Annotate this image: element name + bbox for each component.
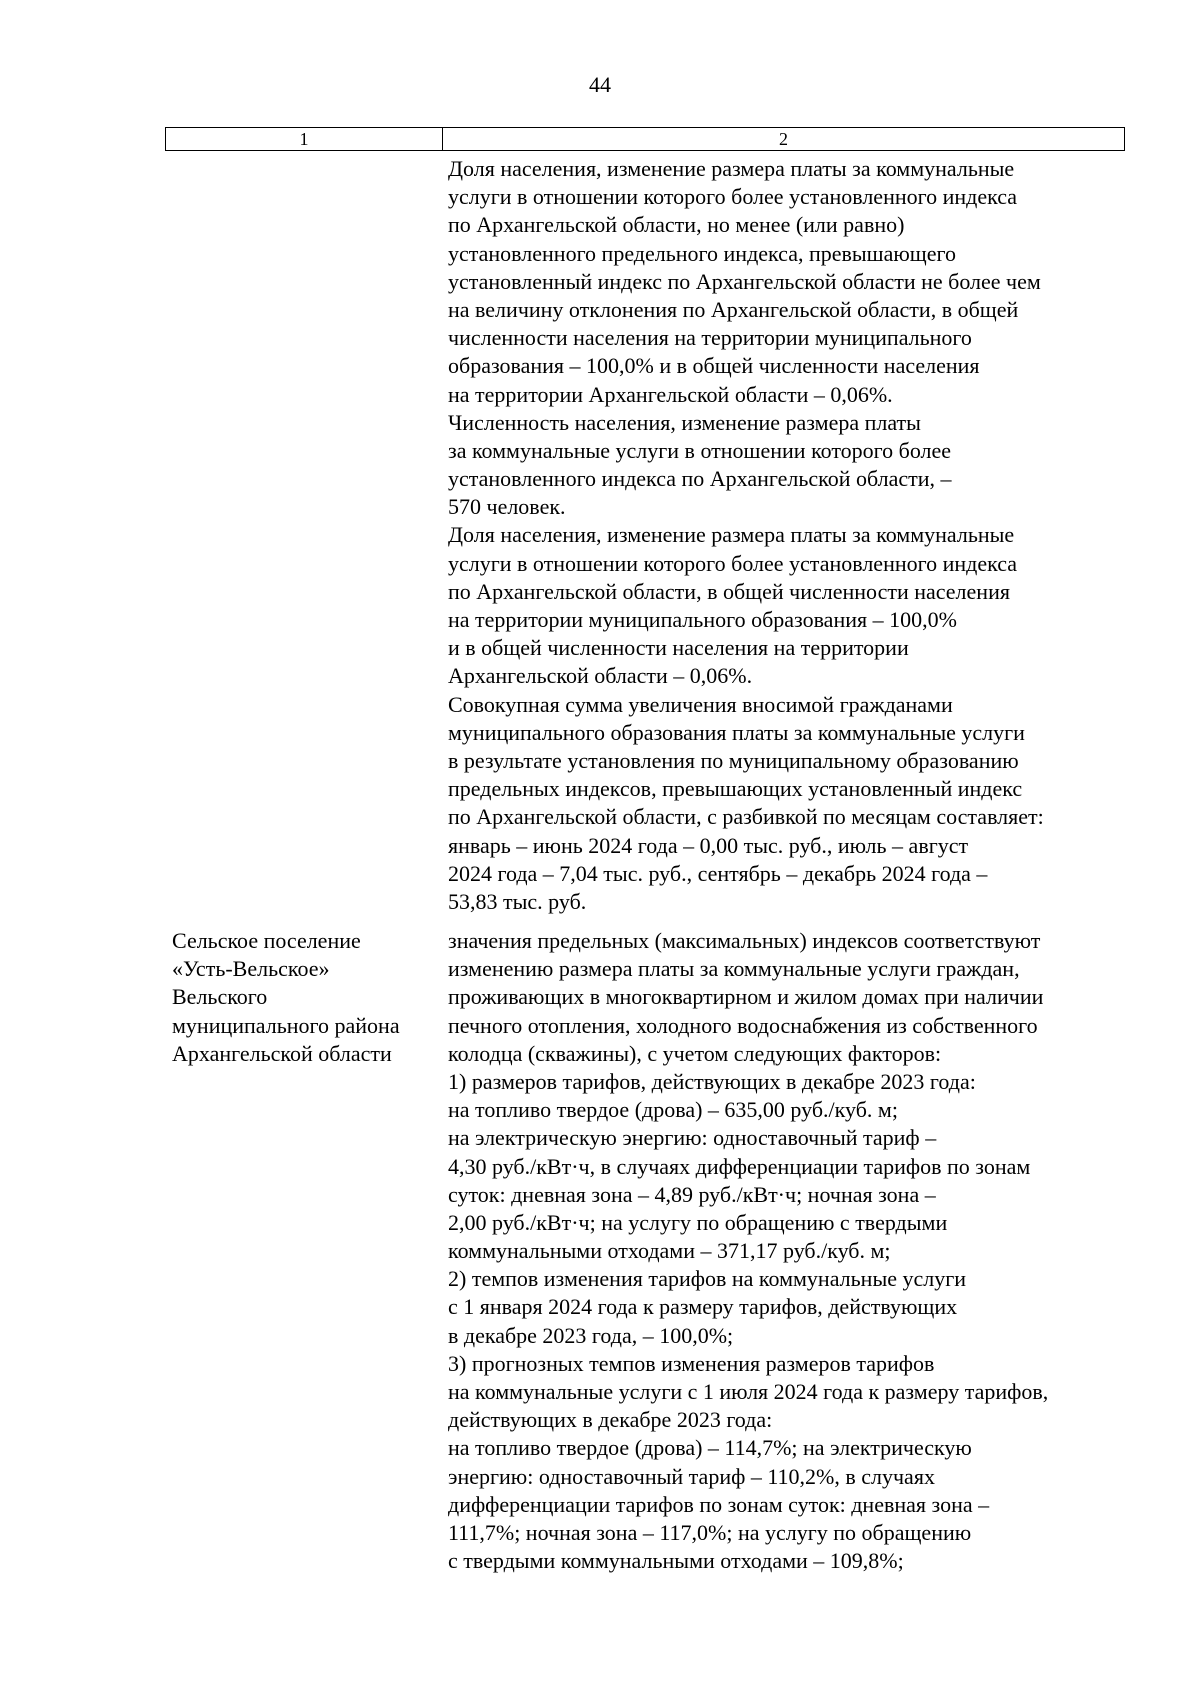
text-line: Вельского: [172, 984, 268, 1010]
text-line: за коммунальные услуги в отношении которого более: [448, 437, 952, 463]
text-line: установленного индекса по Архангельской области, –: [448, 466, 952, 492]
continuation-cell: [448, 155, 1044, 916]
text-line: по Архангельской области, с разбивкой по месяцам составляет:: [448, 804, 1044, 830]
text-line: предельных индексов, превышающих установленный индекс: [448, 776, 1023, 802]
text-line: 2) темпов изменения тарифов на коммунальные услуги: [448, 1266, 967, 1292]
text-line: дифференциации тарифов по зонам суток: дневная зона –: [448, 1491, 990, 1517]
text-line: на величину отклонения по Архангельской области, в общей: [448, 296, 1019, 322]
text-line: 1) размеров тарифов, действующих в декабре 2023 года:: [448, 1068, 976, 1094]
text-line: изменению размера платы за коммунальные услуги граждан,: [448, 956, 1020, 982]
text-line: «Усть-Вельское»: [172, 956, 330, 982]
text-line: 53,83 тыс. руб.: [448, 888, 587, 914]
text-line: действующих в декабре 2023 года:: [448, 1407, 773, 1433]
text-line: значения предельных (максимальных) индексов соответствуют: [448, 928, 1041, 953]
text-line: на территории муниципального образования – 100,0%: [448, 607, 957, 632]
entity-name-cell: [172, 927, 400, 1068]
text-line: Архангельской области – 0,06%.: [448, 663, 753, 689]
text-line: с твердыми коммунальными отходами – 109,8%;: [448, 1548, 904, 1574]
text-line: и в общей численности населения на территории: [448, 635, 909, 661]
header-col-1: 1: [166, 128, 443, 150]
text-line: услуги в отношении которого более установленного индекса: [448, 550, 1018, 576]
text-line: Доля населения, изменение размера платы за коммунальные: [448, 156, 1015, 181]
text-line: на топливо твердое (дрова) – 114,7%; на электрическую: [448, 1435, 972, 1461]
text-line: по Архангельской области, в общей численности населения: [448, 578, 1010, 604]
text-line: 2,00 руб./кВт·ч; на услугу по обращению с твердыми: [448, 1209, 948, 1235]
text-line: 4,30 руб./кВт·ч, в случаях дифференциации тарифов по зонам: [448, 1153, 1031, 1179]
text-line: Совокупная сумма увеличения вносимой гражданами: [448, 691, 953, 717]
page-number: 44: [589, 72, 611, 97]
text-line: 570 человек.: [448, 494, 566, 520]
text-line: проживающих в многоквартирном и жилом домах при наличии: [448, 984, 1044, 1010]
text-line: 111,7%; ночная зона – 117,0%; на услугу по обращению: [448, 1519, 972, 1545]
text-line: 3) прогнозных темпов изменения размеров тарифов: [448, 1350, 935, 1376]
text-line: коммунальными отходами – 371,17 руб./куб. м;: [448, 1238, 891, 1264]
table-header: [165, 127, 1125, 151]
text-line: Архангельской области: [172, 1040, 392, 1066]
text-line: Сельское поселение: [172, 928, 361, 953]
text-line: на топливо твердое (дрова) – 635,00 руб./куб. м;: [448, 1097, 898, 1123]
text-line: на территории Архангельской области – 0,06%.: [448, 381, 893, 407]
text-line: 2024 года – 7,04 тыс. руб., сентябрь – декабрь 2024 года –: [448, 860, 988, 886]
text-line: установленного предельного индекса, превышающего: [448, 240, 956, 266]
text-line: муниципального образования платы за коммунальные услуги: [448, 719, 1025, 745]
text-line: печного отопления, холодного водоснабжения из собственного: [448, 1012, 1038, 1038]
text-line: январь – июнь 2024 года – 0,00 тыс. руб., июль – август: [448, 832, 969, 858]
text-line: в декабре 2023 года, – 100,0%;: [448, 1322, 734, 1348]
text-line: колодца (скважины), с учетом следующих факторов:: [448, 1040, 942, 1066]
text-line: суток: дневная зона – 4,89 руб./кВт·ч; ночная зона –: [448, 1181, 936, 1207]
text-line: услуги в отношении которого более установленного индекса: [448, 184, 1018, 210]
text-line: на электрическую энергию: одноставочный тариф –: [448, 1125, 937, 1151]
text-line: энергию: одноставочный тариф – 110,2%, в случаях: [448, 1463, 935, 1489]
text-line: образования – 100,0% и в общей численности населения: [448, 353, 980, 379]
text-line: по Архангельской области, но менее (или равно): [448, 212, 905, 238]
text-line: в результате установления по муниципальному образованию: [448, 747, 1019, 773]
text-line: с 1 января 2024 года к размеру тарифов, действующих: [448, 1294, 958, 1320]
entity-description-cell: [448, 927, 1048, 1575]
text-line: установленный индекс по Архангельской области не более чем: [448, 268, 1041, 294]
text-line: Численность населения, изменение размера платы: [448, 409, 921, 435]
text-line: численности населения на территории муниципального: [448, 325, 972, 351]
text-line: на коммунальные услуги с 1 июля 2024 года к размеру тарифов,: [448, 1379, 1049, 1404]
text-line: муниципального района: [172, 1012, 400, 1038]
text-line: Доля населения, изменение размера платы за коммунальные: [448, 522, 1015, 548]
header-col-2: 2: [779, 129, 788, 149]
